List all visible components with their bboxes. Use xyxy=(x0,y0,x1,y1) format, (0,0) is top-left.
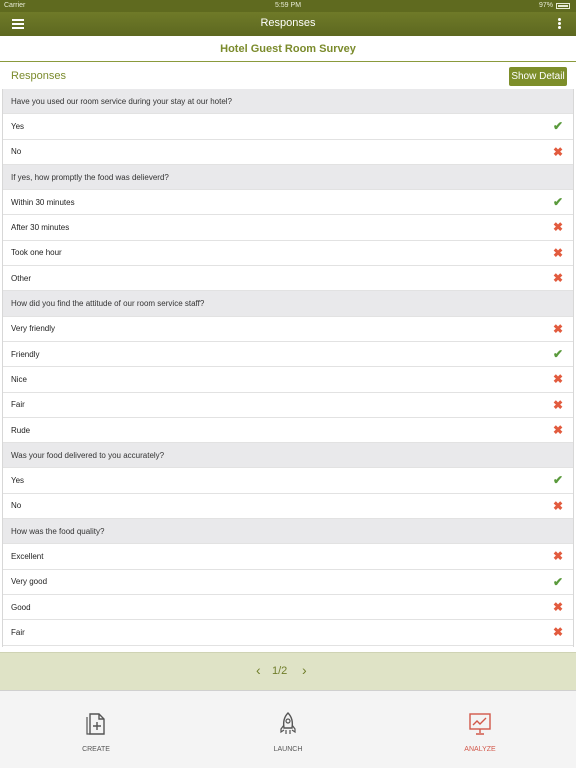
tab-analyze-label: ANALYZE xyxy=(464,746,496,753)
check-icon: ✔ xyxy=(552,574,563,589)
answer-text: No xyxy=(11,147,22,157)
chevron-left-icon[interactable]: ‹ xyxy=(256,662,261,678)
responses-header xyxy=(0,62,576,90)
cross-icon: ✖ xyxy=(552,397,563,412)
answer-text: Other xyxy=(11,273,32,283)
answer-row[interactable] xyxy=(3,342,573,367)
cross-icon: ✖ xyxy=(552,144,563,159)
tab-create-label: CREATE xyxy=(82,746,110,753)
answer-row[interactable] xyxy=(3,544,573,569)
carrier-label: Carrier xyxy=(4,2,26,9)
cross-icon: ✖ xyxy=(552,599,563,614)
cross-icon: ✖ xyxy=(552,422,563,437)
cross-icon: ✖ xyxy=(552,625,563,640)
tab-create[interactable] xyxy=(51,711,141,753)
chevron-right-icon[interactable]: › xyxy=(302,662,307,678)
answer-row[interactable] xyxy=(3,367,573,392)
answer-text: Yes xyxy=(11,476,25,486)
cross-icon: ✖ xyxy=(552,549,563,564)
answer-text: Excellent xyxy=(11,551,44,561)
answer-text: Yes xyxy=(11,121,25,131)
show-detail-button[interactable]: Show Detail xyxy=(509,67,567,86)
cross-icon: ✖ xyxy=(552,372,563,387)
answer-text: Rude xyxy=(11,425,31,435)
cross-icon: ✖ xyxy=(552,498,563,513)
battery-indicator xyxy=(539,2,570,9)
check-icon: ✔ xyxy=(552,119,563,134)
question-text: Was your food delivered to you accurately? xyxy=(11,450,165,460)
analytics-chart-icon xyxy=(468,711,492,737)
tab-launch[interactable] xyxy=(243,711,333,753)
check-icon: ✔ xyxy=(552,346,563,361)
answer-row[interactable] xyxy=(3,393,573,418)
responses-label: Responses xyxy=(11,70,67,82)
page-indicator: 1/2 xyxy=(272,665,288,677)
more-options-icon[interactable] xyxy=(558,18,562,30)
check-icon: ✔ xyxy=(552,195,563,210)
question-row xyxy=(3,89,573,114)
page-title: Responses xyxy=(260,17,316,29)
answer-row[interactable] xyxy=(3,215,573,240)
answer-text: Very good xyxy=(11,577,48,587)
nav-bar xyxy=(0,12,576,36)
question-row xyxy=(3,519,573,544)
survey-title: Hotel Guest Room Survey xyxy=(0,36,576,62)
answer-text: Nice xyxy=(11,374,28,384)
answer-text: After 30 minutes xyxy=(11,223,70,233)
answer-text: Good xyxy=(11,602,31,612)
status-bar xyxy=(0,0,576,12)
cross-icon: ✖ xyxy=(552,245,563,260)
answer-row[interactable] xyxy=(3,620,573,645)
cross-icon: ✖ xyxy=(552,321,563,336)
question-text: How was the food quality? xyxy=(11,526,105,536)
answer-row[interactable] xyxy=(3,570,573,595)
cross-icon: ✖ xyxy=(552,271,563,286)
battery-icon xyxy=(556,3,570,9)
answer-row[interactable] xyxy=(3,140,573,165)
question-row xyxy=(3,443,573,468)
answer-row[interactable] xyxy=(3,494,573,519)
answer-text: No xyxy=(11,501,22,511)
answer-text: Took one hour xyxy=(11,248,62,258)
answer-text: Within 30 minutes xyxy=(11,197,75,207)
pagination xyxy=(0,652,576,690)
cross-icon: ✖ xyxy=(552,220,563,235)
status-time: 5:59 PM xyxy=(274,2,302,9)
answer-text: Very friendly xyxy=(11,324,56,334)
answer-row[interactable] xyxy=(3,241,573,266)
question-text: How did you find the attitude of our room service staff? xyxy=(11,299,205,309)
tab-analyze[interactable] xyxy=(435,711,525,753)
question-text: Have you used our room service during your stay at our hotel? xyxy=(11,96,233,106)
answer-row[interactable] xyxy=(3,468,573,493)
answer-text: Fair xyxy=(11,627,25,637)
answer-text: Friendly xyxy=(11,349,40,359)
check-icon: ✔ xyxy=(552,473,563,488)
tab-launch-label: LAUNCH xyxy=(273,746,303,753)
answer-row[interactable] xyxy=(3,266,573,291)
create-document-icon xyxy=(84,711,108,737)
answer-row[interactable] xyxy=(3,418,573,443)
answer-text: Fair xyxy=(11,400,25,410)
tab-bar xyxy=(0,690,576,768)
question-row xyxy=(3,291,573,316)
responses-list[interactable] xyxy=(2,89,574,647)
rocket-icon xyxy=(276,711,300,737)
answer-row[interactable] xyxy=(3,595,573,620)
answer-row[interactable] xyxy=(3,317,573,342)
question-row xyxy=(3,165,573,190)
answer-row[interactable] xyxy=(3,190,573,215)
battery-percent: 97% xyxy=(538,2,553,9)
answer-row[interactable] xyxy=(3,114,573,139)
question-text: If yes, how promptly the food was delieverd? xyxy=(11,172,169,182)
